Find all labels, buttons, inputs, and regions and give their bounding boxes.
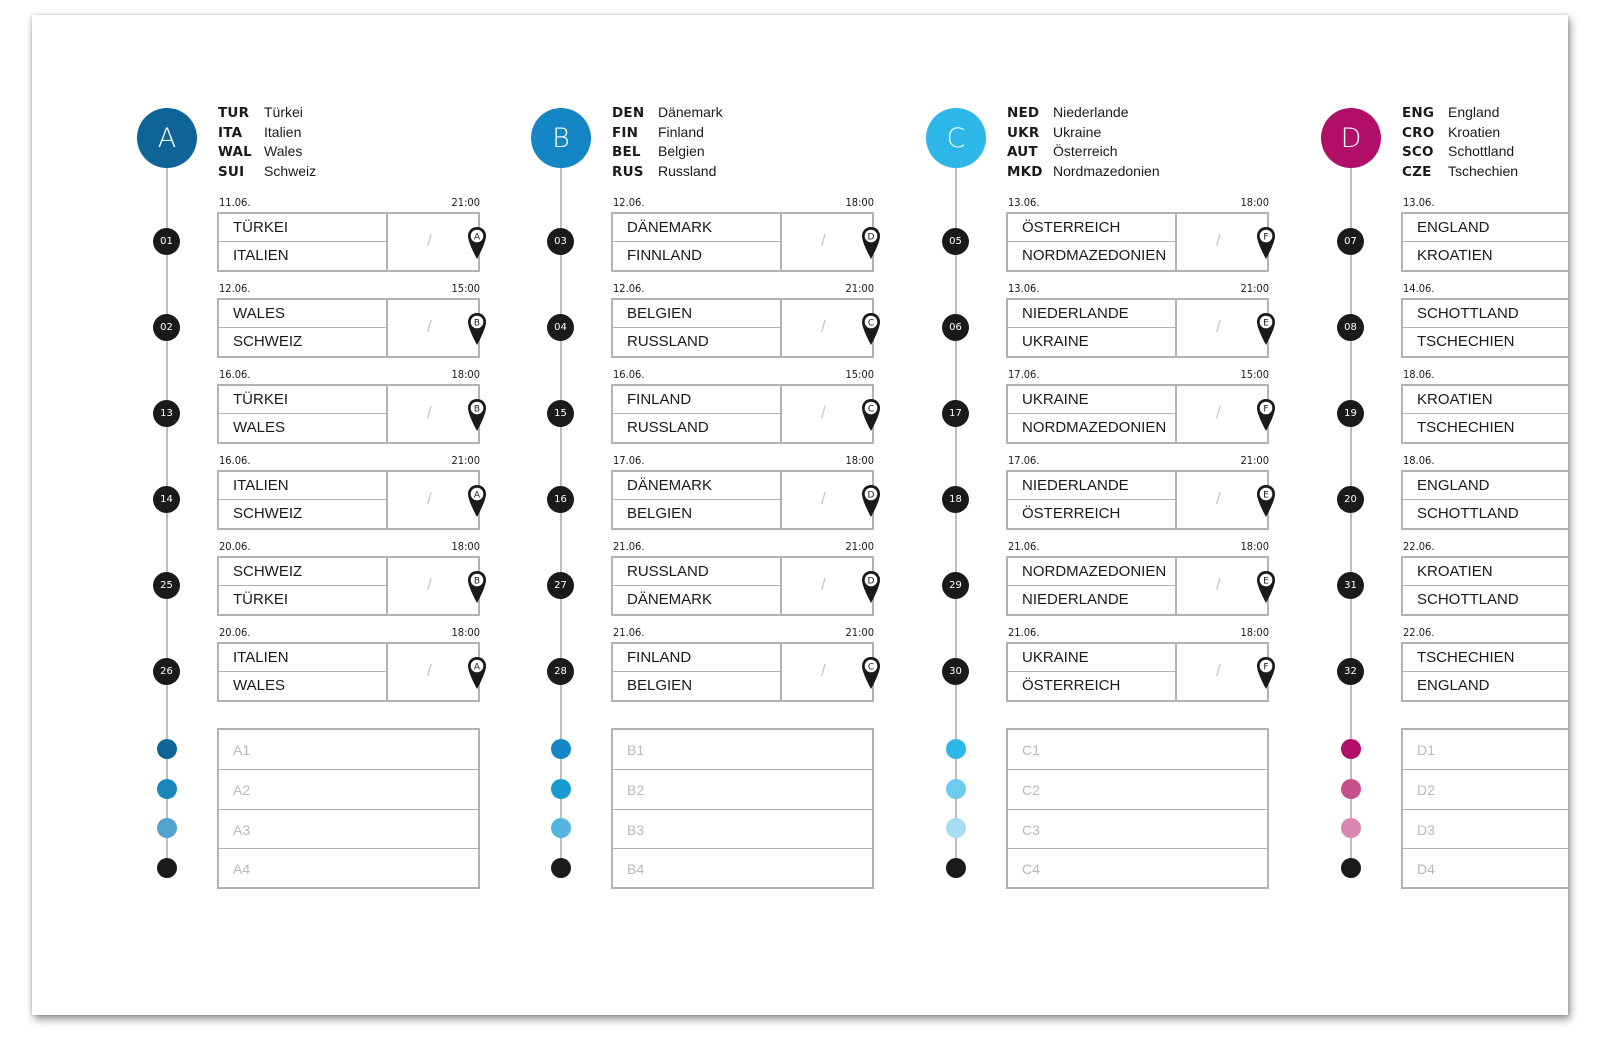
- team-name: Wales: [264, 143, 303, 159]
- standings-slot[interactable]: B2: [613, 769, 872, 809]
- team-code: UKR: [1007, 124, 1040, 141]
- away-team: ENGLAND: [1417, 677, 1490, 694]
- team-entry: [612, 103, 723, 123]
- rank-dot: [551, 739, 571, 759]
- match-number: 19: [1337, 400, 1364, 427]
- team-code: SUI: [218, 163, 245, 180]
- team-name: Nordmazedonien: [1053, 162, 1160, 179]
- score-divider: [780, 214, 782, 270]
- team-name: Dänemark: [658, 104, 723, 120]
- score-divider: [386, 472, 388, 528]
- match-date: 22.06.: [1403, 626, 1435, 639]
- team-name: Niederlande: [1053, 104, 1129, 120]
- venue-letter: C: [867, 662, 875, 673]
- score-entry-field[interactable]: /: [1216, 661, 1221, 680]
- team-code: ITA: [218, 124, 243, 141]
- standings-slot[interactable]: C4: [1008, 848, 1267, 888]
- match-date: 18.06.: [1403, 368, 1435, 381]
- team-entry: [612, 123, 723, 143]
- match-date: 16.06.: [219, 454, 251, 467]
- score-entry-field[interactable]: /: [1216, 403, 1221, 422]
- standings-slot[interactable]: B1: [627, 742, 645, 758]
- venue-letter: E: [1263, 576, 1269, 587]
- standings-slot[interactable]: A4: [219, 848, 478, 888]
- team-code: MKD: [1007, 163, 1043, 180]
- team-name: Österreich: [1053, 143, 1118, 159]
- match-number: 02: [153, 314, 180, 341]
- score-entry-field[interactable]: /: [821, 317, 826, 336]
- away-team: DÄNEMARK: [627, 591, 713, 608]
- home-team: FINLAND: [613, 386, 780, 414]
- venue-letter: B: [473, 576, 481, 587]
- score-entry-field[interactable]: /: [427, 575, 432, 594]
- timeline-spine: [1350, 165, 1352, 865]
- home-team: DÄNEMARK: [613, 214, 780, 242]
- away-team: BELGIEN: [627, 505, 693, 522]
- venue-letter: E: [1263, 318, 1269, 329]
- match-card: [1401, 298, 1568, 358]
- team-entry: [1007, 123, 1160, 143]
- score-entry-field[interactable]: /: [821, 575, 826, 594]
- score-divider: [386, 214, 388, 270]
- match-number: 27: [547, 572, 574, 599]
- match-date: 13.06.: [1403, 196, 1435, 209]
- match-date: 17.06.: [1008, 368, 1040, 381]
- match-time: 18:00: [451, 540, 480, 553]
- away-team: TSCHECHIEN: [1417, 333, 1515, 350]
- timeline-spine: [166, 165, 168, 865]
- venue-letter: F: [1263, 404, 1269, 415]
- team-entry: [1402, 123, 1518, 143]
- venue-letter: E: [1263, 490, 1269, 501]
- standings-slot[interactable]: C3: [1008, 809, 1267, 849]
- home-team: TSCHECHIEN: [1403, 644, 1568, 672]
- standings-slot[interactable]: B4: [613, 848, 872, 888]
- home-team: KROATIEN: [1403, 558, 1568, 586]
- match-time: 18:00: [1240, 626, 1269, 639]
- match-number: 17: [942, 400, 969, 427]
- rank-dot: [1341, 739, 1361, 759]
- match-time: 18:00: [1240, 540, 1269, 553]
- match-card: [1401, 642, 1568, 702]
- score-divider: [1175, 558, 1177, 614]
- venue-letter: A: [473, 662, 481, 673]
- score-entry-field[interactable]: /: [821, 489, 826, 508]
- team-code: NED: [1007, 105, 1040, 121]
- match-number: 28: [547, 658, 574, 685]
- team-code: SCO: [1402, 144, 1434, 160]
- rank-dot: [551, 818, 571, 838]
- match-number: 08: [1337, 314, 1364, 341]
- match-number: 29: [942, 572, 969, 599]
- group-team-list: [612, 103, 723, 181]
- match-number: 30: [942, 658, 969, 685]
- rank-dot: [551, 779, 571, 799]
- venue-letter: B: [473, 404, 481, 415]
- match-time: 15:00: [451, 282, 480, 295]
- team-code: RUS: [612, 163, 644, 180]
- team-code: TUR: [218, 105, 250, 121]
- team-name: Italien: [264, 123, 302, 140]
- match-time: 18:00: [1240, 196, 1269, 209]
- match-date: 13.06.: [1008, 282, 1040, 295]
- match-number: 14: [153, 486, 180, 513]
- score-divider: [780, 644, 782, 700]
- match-date: 12.06.: [219, 282, 251, 295]
- team-name: Ukraine: [1053, 123, 1102, 140]
- away-team: NORDMAZEDONIEN: [1022, 247, 1167, 264]
- away-team: SCHWEIZ: [233, 333, 303, 350]
- venue-letter: D: [867, 490, 875, 501]
- group-c: [821, 15, 1269, 1015]
- score-entry-field[interactable]: /: [821, 403, 826, 422]
- match-number: 18: [942, 486, 969, 513]
- match-date: 18.06.: [1403, 454, 1435, 467]
- away-team: SCHOTTLAND: [1417, 591, 1519, 608]
- away-team: SCHWEIZ: [233, 505, 303, 522]
- score-divider: [780, 386, 782, 442]
- score-divider: [386, 558, 388, 614]
- group-d: [1216, 15, 1568, 1015]
- group-badge: A: [137, 108, 197, 168]
- group-team-list: [1007, 103, 1160, 181]
- group-b: [426, 15, 875, 1015]
- home-team: ENGLAND: [1403, 472, 1568, 500]
- score-divider: [780, 300, 782, 356]
- score-divider: [780, 558, 782, 614]
- home-team: KROATIEN: [1403, 386, 1568, 414]
- score-divider: [1175, 214, 1177, 270]
- away-team: RUSSLAND: [627, 333, 709, 350]
- team-code: ENG: [1402, 105, 1435, 121]
- away-team: UKRAINE: [1022, 333, 1089, 350]
- standings-slot[interactable]: B3: [613, 809, 872, 849]
- match-card: [1401, 212, 1568, 272]
- score-entry-field[interactable]: /: [1216, 317, 1221, 336]
- score-divider: [1175, 300, 1177, 356]
- match-time: 21:00: [1240, 454, 1269, 467]
- rank-dot: [1341, 779, 1361, 799]
- score-divider: [386, 386, 388, 442]
- team-name: Schottland: [1448, 143, 1515, 159]
- home-team: SCHOTTLAND: [1403, 300, 1568, 328]
- venue-letter: A: [473, 490, 481, 501]
- match-time: 15:00: [1240, 368, 1269, 381]
- rank-dot: [551, 858, 571, 878]
- rank-dot: [157, 818, 177, 838]
- match-number: 04: [547, 314, 574, 341]
- rank-dot: [1341, 858, 1361, 878]
- score-divider: [780, 472, 782, 528]
- match-time: 21:00: [845, 540, 874, 553]
- away-team: SCHOTTLAND: [1417, 505, 1519, 522]
- home-team: SCHWEIZ: [219, 558, 386, 586]
- match-card: [1401, 556, 1568, 616]
- match-number: 06: [942, 314, 969, 341]
- home-team: BELGIEN: [613, 300, 780, 328]
- match-date: 14.06.: [1403, 282, 1435, 295]
- away-team: WALES: [233, 419, 285, 436]
- match-number: 03: [547, 228, 574, 255]
- team-entry: [1007, 142, 1160, 162]
- timeline-spine: [955, 165, 957, 865]
- rank-dot: [157, 779, 177, 799]
- group-team-list: [218, 103, 316, 181]
- match-date: 20.06.: [219, 626, 251, 639]
- team-entry: [218, 103, 316, 123]
- rank-dot: [157, 858, 177, 878]
- match-date: 17.06.: [613, 454, 645, 467]
- match-card: [1401, 384, 1568, 444]
- score-divider: [386, 300, 388, 356]
- standings-slot[interactable]: D3: [1403, 809, 1568, 849]
- venue-letter: B: [473, 318, 481, 329]
- home-team: UKRAINE: [1008, 386, 1175, 414]
- match-time: 15:00: [845, 368, 874, 381]
- match-date: 11.06.: [219, 196, 251, 209]
- score-entry-field[interactable]: /: [427, 403, 432, 422]
- match-date: 16.06.: [613, 368, 645, 381]
- team-name: Russland: [658, 162, 717, 179]
- match-number: 15: [547, 400, 574, 427]
- match-number: 25: [153, 572, 180, 599]
- score-divider: [386, 644, 388, 700]
- team-code: AUT: [1007, 144, 1038, 160]
- home-team: ENGLAND: [1403, 214, 1568, 242]
- home-team: WALES: [219, 300, 386, 328]
- match-time: 21:00: [845, 626, 874, 639]
- rank-dot: [946, 818, 966, 838]
- match-date: 21.06.: [613, 626, 645, 639]
- team-code: BEL: [612, 144, 641, 160]
- match-number: 01: [153, 228, 180, 255]
- team-name: Belgien: [658, 143, 705, 159]
- standings-slot[interactable]: D1: [1417, 742, 1435, 758]
- away-team: ÖSTERREICH: [1022, 677, 1121, 694]
- match-time: 21:00: [1240, 282, 1269, 295]
- team-name: Tschechien: [1448, 162, 1519, 179]
- rank-dot: [946, 739, 966, 759]
- match-number: 31: [1337, 572, 1364, 599]
- timeline-spine: [560, 165, 562, 865]
- match-time: 18:00: [845, 454, 874, 467]
- rank-dot: [946, 779, 966, 799]
- away-team: ITALIEN: [233, 247, 289, 264]
- score-entry-field[interactable]: /: [821, 661, 826, 680]
- home-team: ÖSTERREICH: [1008, 214, 1175, 242]
- team-code: DEN: [612, 105, 645, 121]
- home-team: NORDMAZEDONIEN: [1008, 558, 1175, 586]
- team-entry: [218, 142, 316, 162]
- match-time: 18:00: [451, 626, 480, 639]
- home-team: DÄNEMARK: [613, 472, 780, 500]
- match-date: 20.06.: [219, 540, 251, 553]
- score-divider: [1175, 386, 1177, 442]
- venue-letter: F: [1263, 662, 1269, 673]
- team-code: CZE: [1402, 163, 1432, 180]
- away-team: NIEDERLANDE: [1022, 591, 1129, 608]
- away-team: FINNLAND: [627, 247, 703, 264]
- score-entry-field[interactable]: /: [427, 661, 432, 680]
- away-team: TÜRKEI: [233, 591, 289, 608]
- away-team: WALES: [233, 677, 285, 694]
- team-code: CRO: [1402, 124, 1435, 141]
- team-code: WAL: [218, 144, 252, 160]
- standings-table: [1401, 728, 1568, 889]
- match-date: 12.06.: [613, 282, 645, 295]
- away-team: KROATIEN: [1417, 247, 1493, 264]
- home-team: NIEDERLANDE: [1008, 472, 1175, 500]
- standings-slot[interactable]: A1: [233, 742, 251, 758]
- group-team-list: [1402, 103, 1518, 181]
- score-divider: [1175, 644, 1177, 700]
- home-team: ITALIEN: [219, 644, 386, 672]
- away-team: RUSSLAND: [627, 419, 709, 436]
- match-number: 26: [153, 658, 180, 685]
- group-badge: B: [531, 108, 591, 168]
- match-date: 12.06.: [613, 196, 645, 209]
- venue-letter: C: [867, 318, 875, 329]
- home-team: TÜRKEI: [219, 386, 386, 414]
- home-team: RUSSLAND: [613, 558, 780, 586]
- away-team: NORDMAZEDONIEN: [1022, 419, 1167, 436]
- team-entry: [1402, 162, 1518, 182]
- home-team: NIEDERLANDE: [1008, 300, 1175, 328]
- away-team: ÖSTERREICH: [1022, 505, 1121, 522]
- home-team: TÜRKEI: [219, 214, 386, 242]
- team-name: Finland: [658, 123, 704, 140]
- match-number: 07: [1337, 228, 1364, 255]
- team-entry: [612, 142, 723, 162]
- group-a: [32, 15, 481, 1015]
- standings-slot[interactable]: C1: [1022, 742, 1040, 758]
- home-team: UKRAINE: [1008, 644, 1175, 672]
- standings-slot[interactable]: A3: [219, 809, 478, 849]
- score-entry-field[interactable]: /: [821, 231, 826, 250]
- team-name: Kroatien: [1448, 123, 1501, 140]
- match-number: 05: [942, 228, 969, 255]
- match-time: 18:00: [845, 196, 874, 209]
- rank-dot: [946, 858, 966, 878]
- score-entry-field[interactable]: /: [1216, 489, 1221, 508]
- home-team: FINLAND: [613, 644, 780, 672]
- venue-letter: D: [867, 232, 875, 243]
- match-number: 16: [547, 486, 574, 513]
- team-entry: [1402, 142, 1518, 162]
- score-entry-field[interactable]: /: [1216, 231, 1221, 250]
- team-code: FIN: [612, 124, 639, 141]
- team-name: Türkei: [264, 104, 303, 120]
- team-entry: [612, 162, 723, 182]
- team-entry: [218, 123, 316, 143]
- team-name: Schweiz: [264, 162, 317, 179]
- match-time: 21:00: [451, 454, 480, 467]
- score-entry-field[interactable]: /: [427, 317, 432, 336]
- match-date: 21.06.: [613, 540, 645, 553]
- match-time: 21:00: [845, 282, 874, 295]
- team-entry: [1402, 103, 1518, 123]
- score-divider: [1175, 472, 1177, 528]
- score-entry-field[interactable]: /: [427, 489, 432, 508]
- standings-slot[interactable]: C2: [1008, 769, 1267, 809]
- match-date: 13.06.: [1008, 196, 1040, 209]
- venue-letter: C: [867, 404, 875, 415]
- score-entry-field[interactable]: /: [1216, 575, 1221, 594]
- match-number: 20: [1337, 486, 1364, 513]
- venue-letter: A: [473, 232, 481, 243]
- venue-letter: D: [867, 576, 875, 587]
- match-date: 16.06.: [219, 368, 251, 381]
- match-date: 17.06.: [1008, 454, 1040, 467]
- match-date: 22.06.: [1403, 540, 1435, 553]
- rank-dot: [157, 739, 177, 759]
- rank-dot: [1341, 818, 1361, 838]
- group-badge: C: [926, 108, 986, 168]
- away-team: BELGIEN: [627, 677, 693, 694]
- match-card: [1401, 470, 1568, 530]
- score-entry-field[interactable]: /: [427, 231, 432, 250]
- match-schedule-sheet: [32, 15, 1568, 1015]
- team-entry: [218, 162, 316, 182]
- match-date: 21.06.: [1008, 540, 1040, 553]
- away-team: TSCHECHIEN: [1417, 419, 1515, 436]
- standings-slot[interactable]: A2: [219, 769, 478, 809]
- home-team: ITALIEN: [219, 472, 386, 500]
- venue-letter: F: [1263, 232, 1269, 243]
- match-time: 21:00: [451, 196, 480, 209]
- standings-slot[interactable]: D2: [1403, 769, 1568, 809]
- team-entry: [1007, 103, 1160, 123]
- match-number: 13: [153, 400, 180, 427]
- standings-slot[interactable]: D4: [1403, 848, 1568, 888]
- team-name: England: [1448, 104, 1500, 120]
- match-number: 32: [1337, 658, 1364, 685]
- group-badge: D: [1321, 108, 1381, 168]
- match-time: 18:00: [451, 368, 480, 381]
- team-entry: [1007, 162, 1160, 182]
- match-date: 21.06.: [1008, 626, 1040, 639]
